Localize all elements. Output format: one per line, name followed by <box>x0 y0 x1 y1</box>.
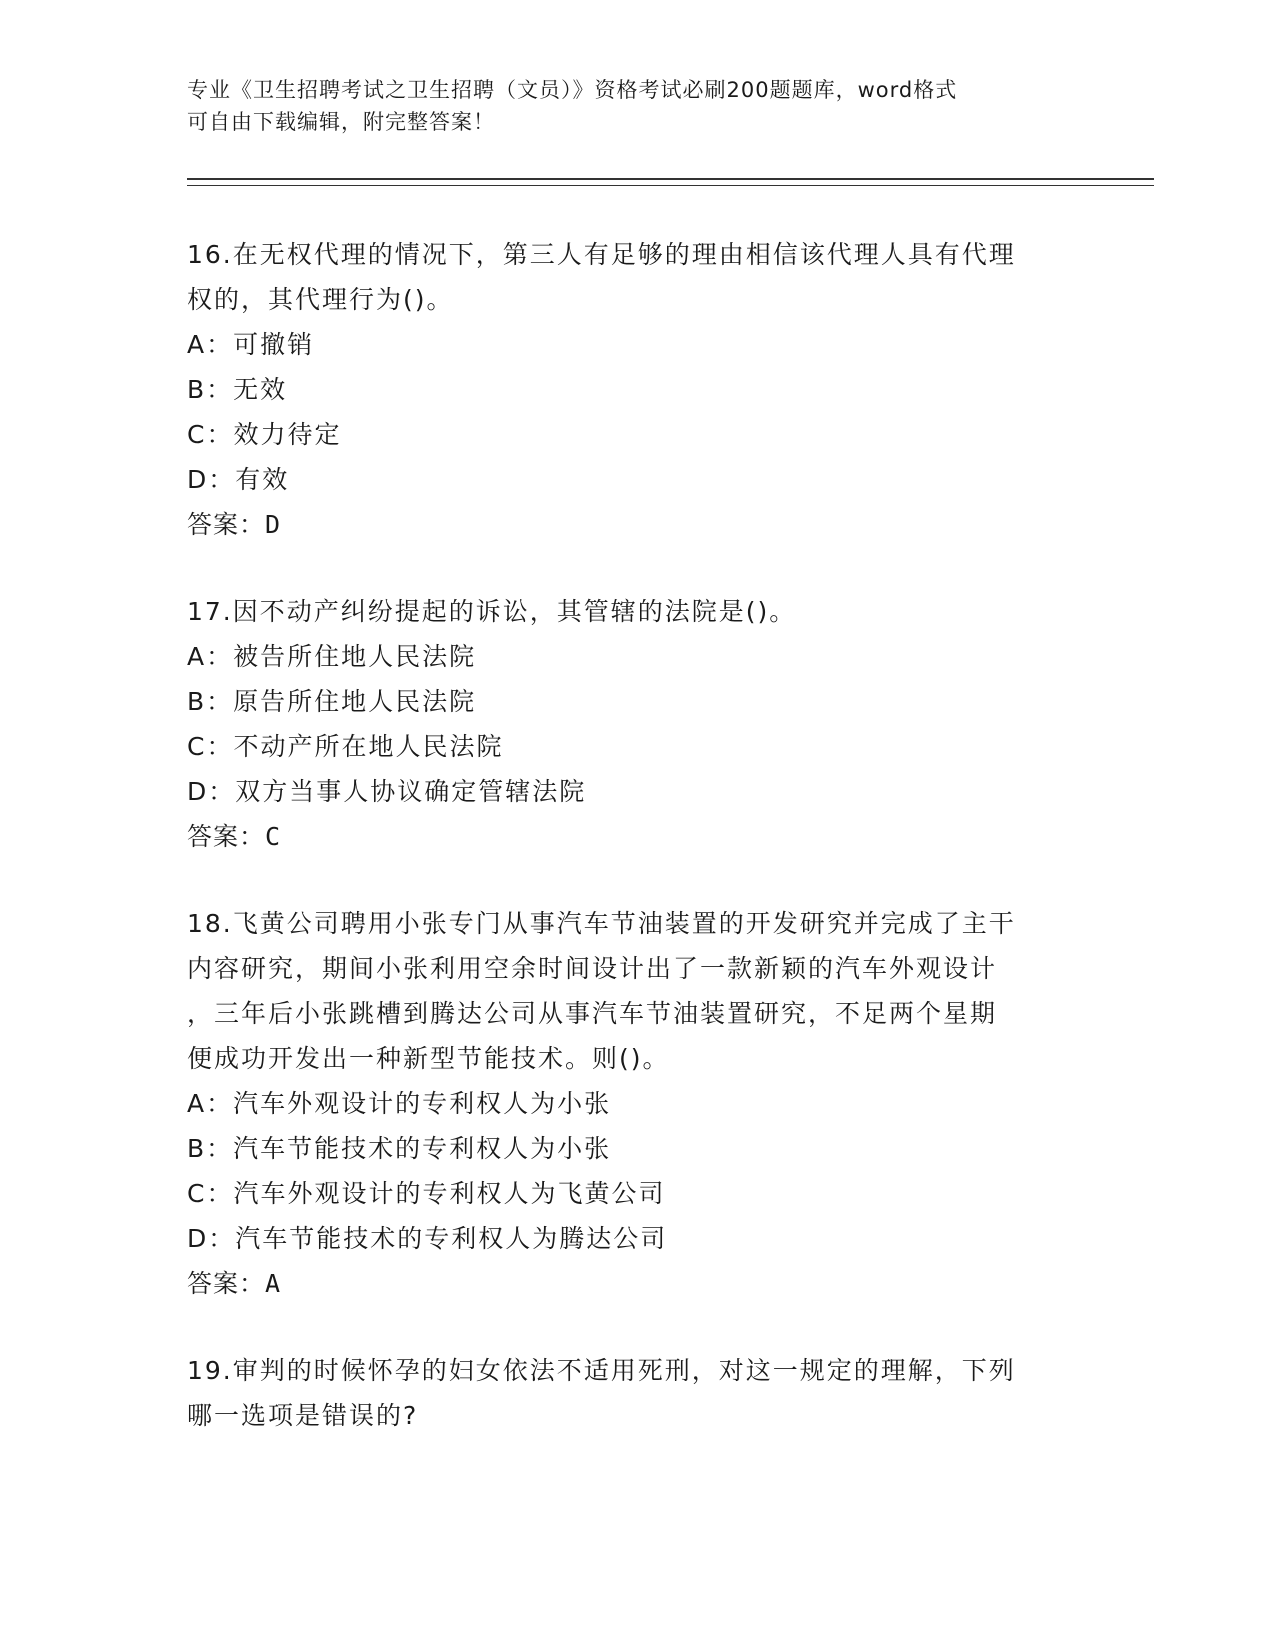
question-stem-line: 权的，其代理行为()。 <box>187 285 454 314</box>
question-stem-line: ，三年后小张跳槽到腾达公司从事汽车节油装置研究，不足两个星期 <box>187 999 998 1028</box>
question-stem-line: 18.飞黄公司聘用小张专门从事汽车节油装置的开发研究并完成了主干 <box>187 909 1016 938</box>
question-stem-line: 16.在无权代理的情况下，第三人有足够的理由相信该代理人具有代理 <box>187 240 1016 269</box>
option-c: C：汽车外观设计的专利权人为飞黄公司 <box>187 1179 666 1208</box>
question-stem-line: 内容研究，期间小张利用空余时间设计出了一款新颖的汽车外观设计 <box>187 954 998 983</box>
header-line-1: 专业《卫生招聘考试之卫生招聘（文员）》资格考试必刷200题题库，word格式 <box>187 78 958 102</box>
option-c: C：效力待定 <box>187 420 342 449</box>
question-stem-line: 19.审判的时候怀孕的妇女依法不适用死刑，对这一规定的理解，下列 <box>187 1356 1016 1385</box>
option-a: A：汽车外观设计的专利权人为小张 <box>187 1089 612 1118</box>
answer: 答案：D <box>187 510 282 539</box>
question-17 <box>187 589 1087 859</box>
option-b: B：原告所住地人民法院 <box>187 687 477 716</box>
answer: 答案：C <box>187 822 282 851</box>
option-d: D：汽车节能技术的专利权人为腾达公司 <box>187 1224 668 1253</box>
question-16 <box>187 232 1087 547</box>
header-line-2: 可自由下载编辑，附完整答案！ <box>187 110 495 134</box>
question-18 <box>187 901 1087 1306</box>
question-stem-line: 17.因不动产纠纷提起的诉讼，其管辖的法院是()。 <box>187 597 797 626</box>
option-a: A：被告所住地人民法院 <box>187 642 477 671</box>
question-19 <box>187 1348 1087 1438</box>
header-divider <box>187 178 1154 186</box>
option-b: B：汽车节能技术的专利权人为小张 <box>187 1134 612 1163</box>
question-stem-line: 便成功开发出一种新型节能技术。则()。 <box>187 1044 670 1073</box>
option-d: D：有效 <box>187 465 290 494</box>
option-d: D：双方当事人协议确定管辖法院 <box>187 777 587 806</box>
question-stem-line: 哪一选项是错误的? <box>187 1401 419 1430</box>
option-b: B：无效 <box>187 375 288 404</box>
option-a: A：可撤销 <box>187 330 315 359</box>
answer: 答案：A <box>187 1269 282 1298</box>
option-c: C：不动产所在地人民法院 <box>187 732 504 761</box>
question-list <box>187 232 1087 1480</box>
document-header <box>187 74 1087 138</box>
